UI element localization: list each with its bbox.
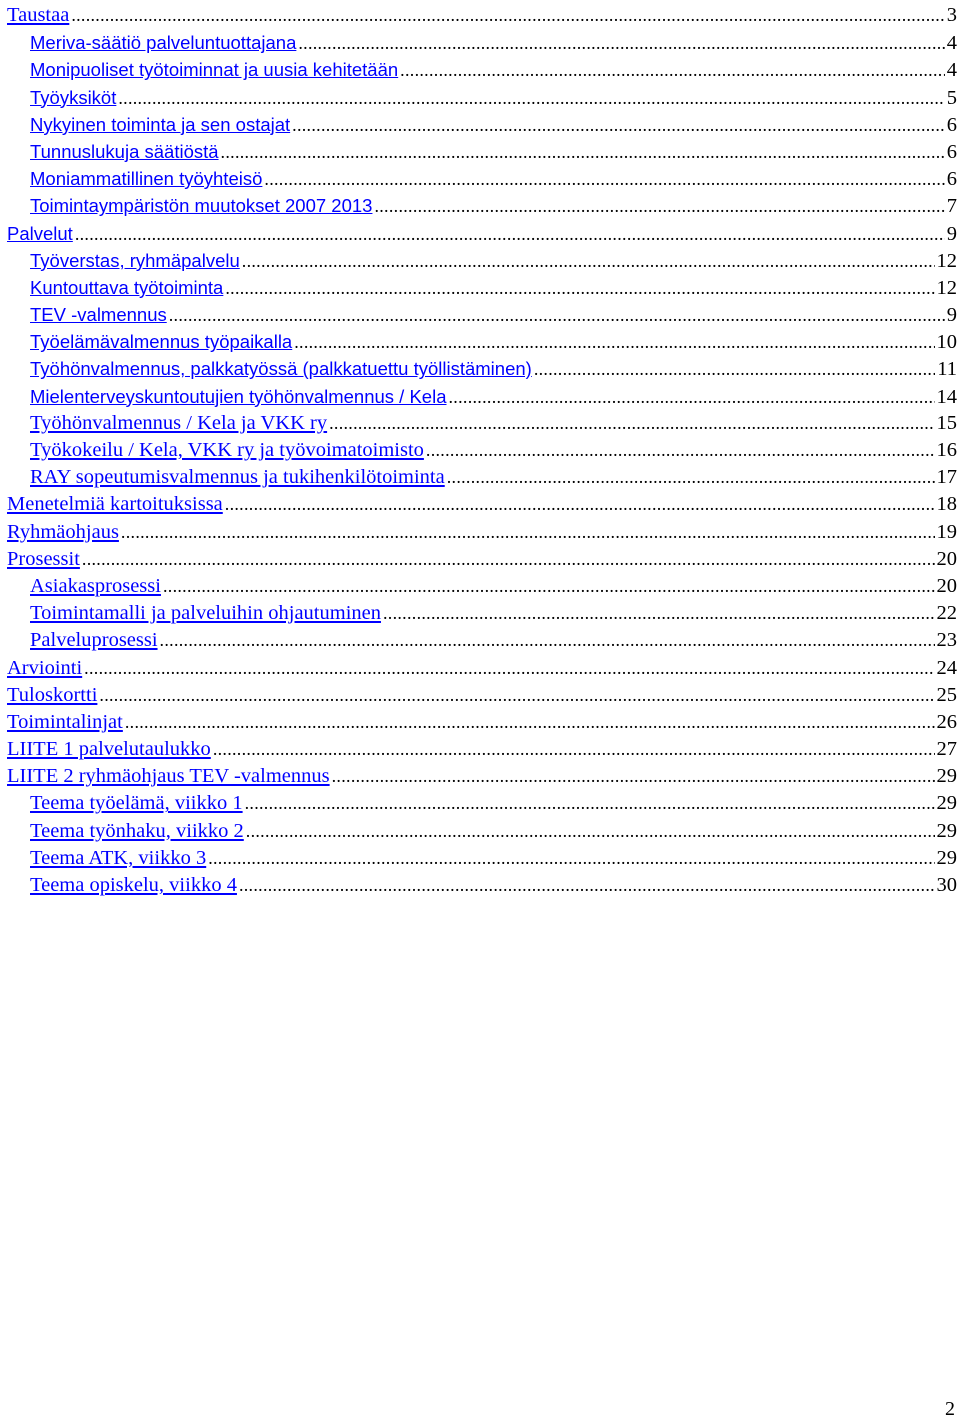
- toc-entry-page: 27: [936, 738, 957, 761]
- dot-leader: [213, 736, 935, 763]
- toc-entry-link[interactable]: Työyksiköt: [30, 86, 117, 108]
- dot-leader: [374, 193, 944, 220]
- dot-leader: [99, 682, 934, 709]
- dot-leader: [71, 2, 944, 29]
- toc-entry[interactable]: [7, 736, 957, 763]
- dot-leader: [292, 112, 945, 139]
- toc-entry[interactable]: [7, 328, 957, 355]
- dot-leader: [264, 166, 944, 193]
- dot-leader: [82, 546, 935, 573]
- toc-entry-link[interactable]: Teema työnhaku, viikko 2: [30, 819, 244, 842]
- toc-entry[interactable]: [7, 111, 957, 138]
- dot-leader: [332, 763, 935, 790]
- toc-entry-link[interactable]: Teema opiskelu, viikko 4: [30, 874, 237, 896]
- toc-entry[interactable]: [7, 655, 957, 682]
- toc-entry[interactable]: [7, 709, 957, 736]
- toc-entry-page: 9: [946, 222, 957, 245]
- toc-entry-page: 4: [946, 32, 957, 55]
- toc-entry[interactable]: [7, 410, 957, 437]
- toc-entry-page: 25: [936, 683, 957, 706]
- dot-leader: [125, 709, 935, 736]
- toc-entry-page: 19: [936, 520, 957, 543]
- toc-entry-page: 30: [936, 874, 957, 896]
- toc-entry-link[interactable]: Asiakasprosessi: [30, 574, 161, 597]
- toc-entry-link[interactable]: Palveluprosessi: [30, 629, 158, 652]
- toc-entry-page: 10: [936, 331, 957, 354]
- dot-leader: [221, 139, 945, 166]
- toc-entry-page: 11: [937, 358, 957, 381]
- toc-entry-page: 29: [936, 846, 957, 869]
- toc-entry[interactable]: [7, 845, 957, 872]
- toc-entry-link[interactable]: Arviointi: [7, 656, 83, 679]
- toc-entry[interactable]: [7, 491, 957, 518]
- toc-entry[interactable]: [7, 464, 957, 491]
- toc-entry[interactable]: [7, 573, 957, 600]
- toc-entry[interactable]: [7, 600, 957, 627]
- toc-entry-page: 12: [936, 249, 957, 272]
- toc-entry-page: 26: [936, 710, 957, 733]
- toc-entry-link[interactable]: Meriva-säätiö palveluntuottajana: [30, 32, 297, 54]
- dot-leader: [84, 655, 934, 682]
- toc-entry-page: 22: [936, 602, 957, 625]
- toc-entry[interactable]: [7, 383, 957, 410]
- toc-entry-link[interactable]: Työverstas, ryhmäpalvelu: [30, 249, 240, 271]
- toc-entry-page: 6: [946, 140, 957, 163]
- toc-entry-page: 29: [936, 765, 957, 788]
- toc-entry-page: 18: [936, 493, 957, 516]
- toc-entry-page: 17: [936, 466, 957, 489]
- toc-entry[interactable]: [7, 519, 957, 546]
- dot-leader: [239, 872, 935, 899]
- toc-entry-link[interactable]: Nykyinen toiminta ja sen ostajat: [30, 113, 291, 135]
- dot-leader: [294, 329, 934, 356]
- dot-leader: [225, 275, 934, 302]
- toc-entry-link[interactable]: Mielenterveyskuntoutujien työhönvalmennus / Kela: [30, 385, 447, 407]
- dot-leader: [75, 221, 945, 248]
- toc-entry-link[interactable]: Palvelut: [7, 222, 73, 244]
- dot-leader: [383, 600, 935, 627]
- table-of-contents: [7, 2, 957, 899]
- toc-entry[interactable]: [7, 56, 957, 83]
- toc-entry-link[interactable]: Prosessit: [7, 547, 80, 570]
- toc-entry[interactable]: [7, 818, 957, 845]
- toc-entry[interactable]: [7, 192, 957, 219]
- dot-leader: [242, 248, 935, 275]
- toc-entry-link[interactable]: Toimintaympäristön muutokset 2007 2013: [30, 195, 373, 217]
- toc-entry-link[interactable]: Toimintalinjat: [7, 710, 123, 733]
- toc-entry-page: 24: [936, 656, 957, 679]
- toc-entry-link[interactable]: Tuloskortti: [7, 683, 98, 706]
- toc-entry-link[interactable]: Työhönvalmennus, palkkatyössä (palkkatuettu työllistäminen): [30, 358, 532, 380]
- toc-entry-link[interactable]: LIITE 1 palvelutaulukko: [7, 738, 211, 761]
- toc-entry-page: 12: [936, 276, 957, 299]
- toc-entry[interactable]: [7, 220, 957, 247]
- dot-leader: [447, 464, 935, 491]
- dot-leader: [449, 384, 935, 411]
- toc-entry-page: 14: [936, 385, 957, 408]
- dot-leader: [118, 85, 944, 112]
- toc-entry-link[interactable]: Taustaa: [7, 4, 70, 26]
- toc-entry-page: 5: [946, 86, 957, 109]
- toc-entry-page: 4: [946, 59, 957, 82]
- toc-entry[interactable]: [7, 546, 957, 573]
- dot-leader: [246, 818, 935, 845]
- toc-entry-page: 20: [936, 547, 957, 570]
- toc-entry-page: 15: [936, 411, 957, 434]
- dot-leader: [208, 845, 934, 872]
- toc-entry-page: 23: [936, 629, 957, 652]
- toc-entry-page: 29: [936, 819, 957, 842]
- toc-entry[interactable]: [7, 627, 957, 654]
- dot-leader: [121, 519, 935, 546]
- toc-entry[interactable]: [7, 84, 957, 111]
- toc-entry-link[interactable]: TEV -valmennus: [30, 304, 167, 326]
- toc-entry[interactable]: [7, 138, 957, 165]
- dot-leader: [298, 30, 944, 57]
- toc-entry-link[interactable]: Kuntouttava työtoiminta: [30, 276, 224, 298]
- dot-leader: [426, 437, 935, 464]
- toc-entry-link[interactable]: Tunnuslukuja säätiöstä: [30, 140, 219, 162]
- toc-entry-link[interactable]: Toimintamalli ja palveluihin ohjautuminen: [30, 602, 381, 625]
- toc-entry-link[interactable]: Monipuoliset työtoiminnat ja uusia kehitetään: [30, 59, 399, 81]
- page-number: 2: [945, 1398, 955, 1420]
- toc-entry-page: 7: [946, 195, 957, 218]
- toc-entry-page: 16: [936, 439, 957, 461]
- toc-entry-link[interactable]: Teema ATK, viikko 3: [30, 846, 207, 869]
- toc-entry[interactable]: [7, 763, 957, 790]
- toc-entry-link[interactable]: Ryhmäohjaus: [7, 520, 119, 543]
- toc-entry-page: 9: [946, 304, 957, 327]
- toc-entry[interactable]: [7, 682, 957, 709]
- dot-leader: [160, 627, 935, 654]
- toc-entry-page: 3: [946, 4, 957, 26]
- toc-entry[interactable]: [7, 29, 957, 56]
- dot-leader: [534, 356, 935, 383]
- dot-leader: [329, 410, 934, 437]
- toc-entry[interactable]: [7, 790, 957, 817]
- toc-entry[interactable]: [7, 355, 957, 382]
- toc-entry[interactable]: [7, 165, 957, 192]
- dot-leader: [163, 573, 935, 600]
- toc-entry[interactable]: [7, 274, 957, 301]
- dot-leader: [169, 302, 945, 329]
- toc-entry-page: 20: [936, 574, 957, 597]
- toc-entry-page: 6: [946, 113, 957, 136]
- toc-entry-link[interactable]: Teema työelämä, viikko 1: [30, 792, 243, 815]
- toc-entry[interactable]: [7, 301, 957, 328]
- toc-entry-link[interactable]: Työkokeilu / Kela, VKK ry ja työvoimatoimisto: [30, 439, 424, 461]
- toc-entry[interactable]: [7, 872, 957, 899]
- dot-leader: [245, 790, 935, 817]
- toc-entry-link[interactable]: RAY sopeutumisvalmennus ja tukihenkilötoiminta: [30, 466, 445, 489]
- dot-leader: [400, 57, 945, 84]
- toc-entry[interactable]: [7, 437, 957, 464]
- toc-entry-link[interactable]: Moniammatillinen työyhteisö: [30, 168, 263, 190]
- toc-entry-link[interactable]: LIITE 2 ryhmäohjaus TEV -valmennus: [7, 765, 330, 788]
- toc-entry-link[interactable]: Menetelmiä kartoituksissa: [7, 493, 223, 516]
- dot-leader: [225, 491, 935, 518]
- toc-entry-page: 29: [936, 792, 957, 815]
- toc-entry[interactable]: [7, 247, 957, 274]
- toc-entry[interactable]: [7, 2, 957, 29]
- toc-entry-page: 6: [946, 168, 957, 191]
- toc-entry-link[interactable]: Työelämävalmennus työpaikalla: [30, 331, 293, 353]
- toc-entry-link[interactable]: Työhönvalmennus / Kela ja VKK ry: [30, 411, 328, 434]
